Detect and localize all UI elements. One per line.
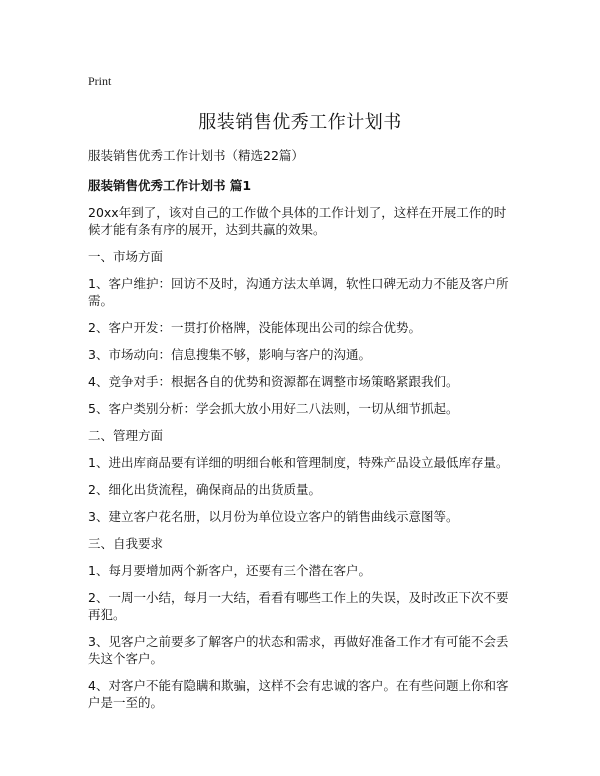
section-heading: 服装销售优秀工作计划书 篇1 — [88, 178, 252, 193]
document-subtitle: 服装销售优秀工作计划书（精选22篇） — [88, 148, 304, 163]
paragraph: 1、每月要增加两个新客户，还要有三个潜在客户。 — [88, 563, 371, 578]
paragraph-intro: 20xx年到了，该对自己的工作做个具体的工作计划了，这样在开展工作的时候才能有条有序的展开，达到共赢的效果。 — [88, 205, 507, 237]
paragraph: 2、细化出货流程，确保商品的出货质量。 — [88, 482, 321, 497]
paragraph: 4、对客户不能有隐瞒和欺骗，这样不会有忠诚的客户。在有些问题上你和客户是一至的。 — [88, 678, 509, 710]
document-body — [88, 204, 512, 711]
paragraph: 2、一周一小结，每月一大结，看看有哪些工作上的失误，及时改正下次不要再犯。 — [88, 590, 509, 622]
paragraph: 3、市场动向：信息搜集不够，影响与客户的沟通。 — [88, 347, 371, 362]
heading-market: 一、市场方面 — [88, 249, 164, 264]
paragraph: 4、竞争对手：根据各自的优势和资源都在调整市场策略紧跟我们。 — [88, 374, 459, 389]
heading-management: 二、管理方面 — [88, 428, 164, 443]
document-title: 服装销售优秀工作计划书 — [198, 112, 402, 133]
paragraph: 1、客户维护：回访不及时，沟通方法太单调，软性口碑无动力不能及客户所需。 — [88, 276, 509, 308]
paragraph: 3、见客户之前要多了解客户的状态和需求，再做好准备工作才有可能不会丢失这个客户。 — [88, 634, 509, 666]
heading-self-requirements: 三、自我要求 — [88, 536, 164, 551]
paragraph: 3、建立客户花名册，以月份为单位设立客户的销售曲线示意图等。 — [88, 509, 459, 524]
print-link[interactable]: Print — [88, 74, 112, 88]
paragraph: 1、进出库商品要有详细的明细台帐和管理制度，特殊产品设立最低库存量。 — [88, 455, 509, 470]
paragraph: 2、客户开发：一贯打价格牌，没能体现出公司的综合优势。 — [88, 320, 421, 335]
paragraph: 5、客户类别分析：学会抓大放小用好二八法则，一切从细节抓起。 — [88, 401, 459, 416]
